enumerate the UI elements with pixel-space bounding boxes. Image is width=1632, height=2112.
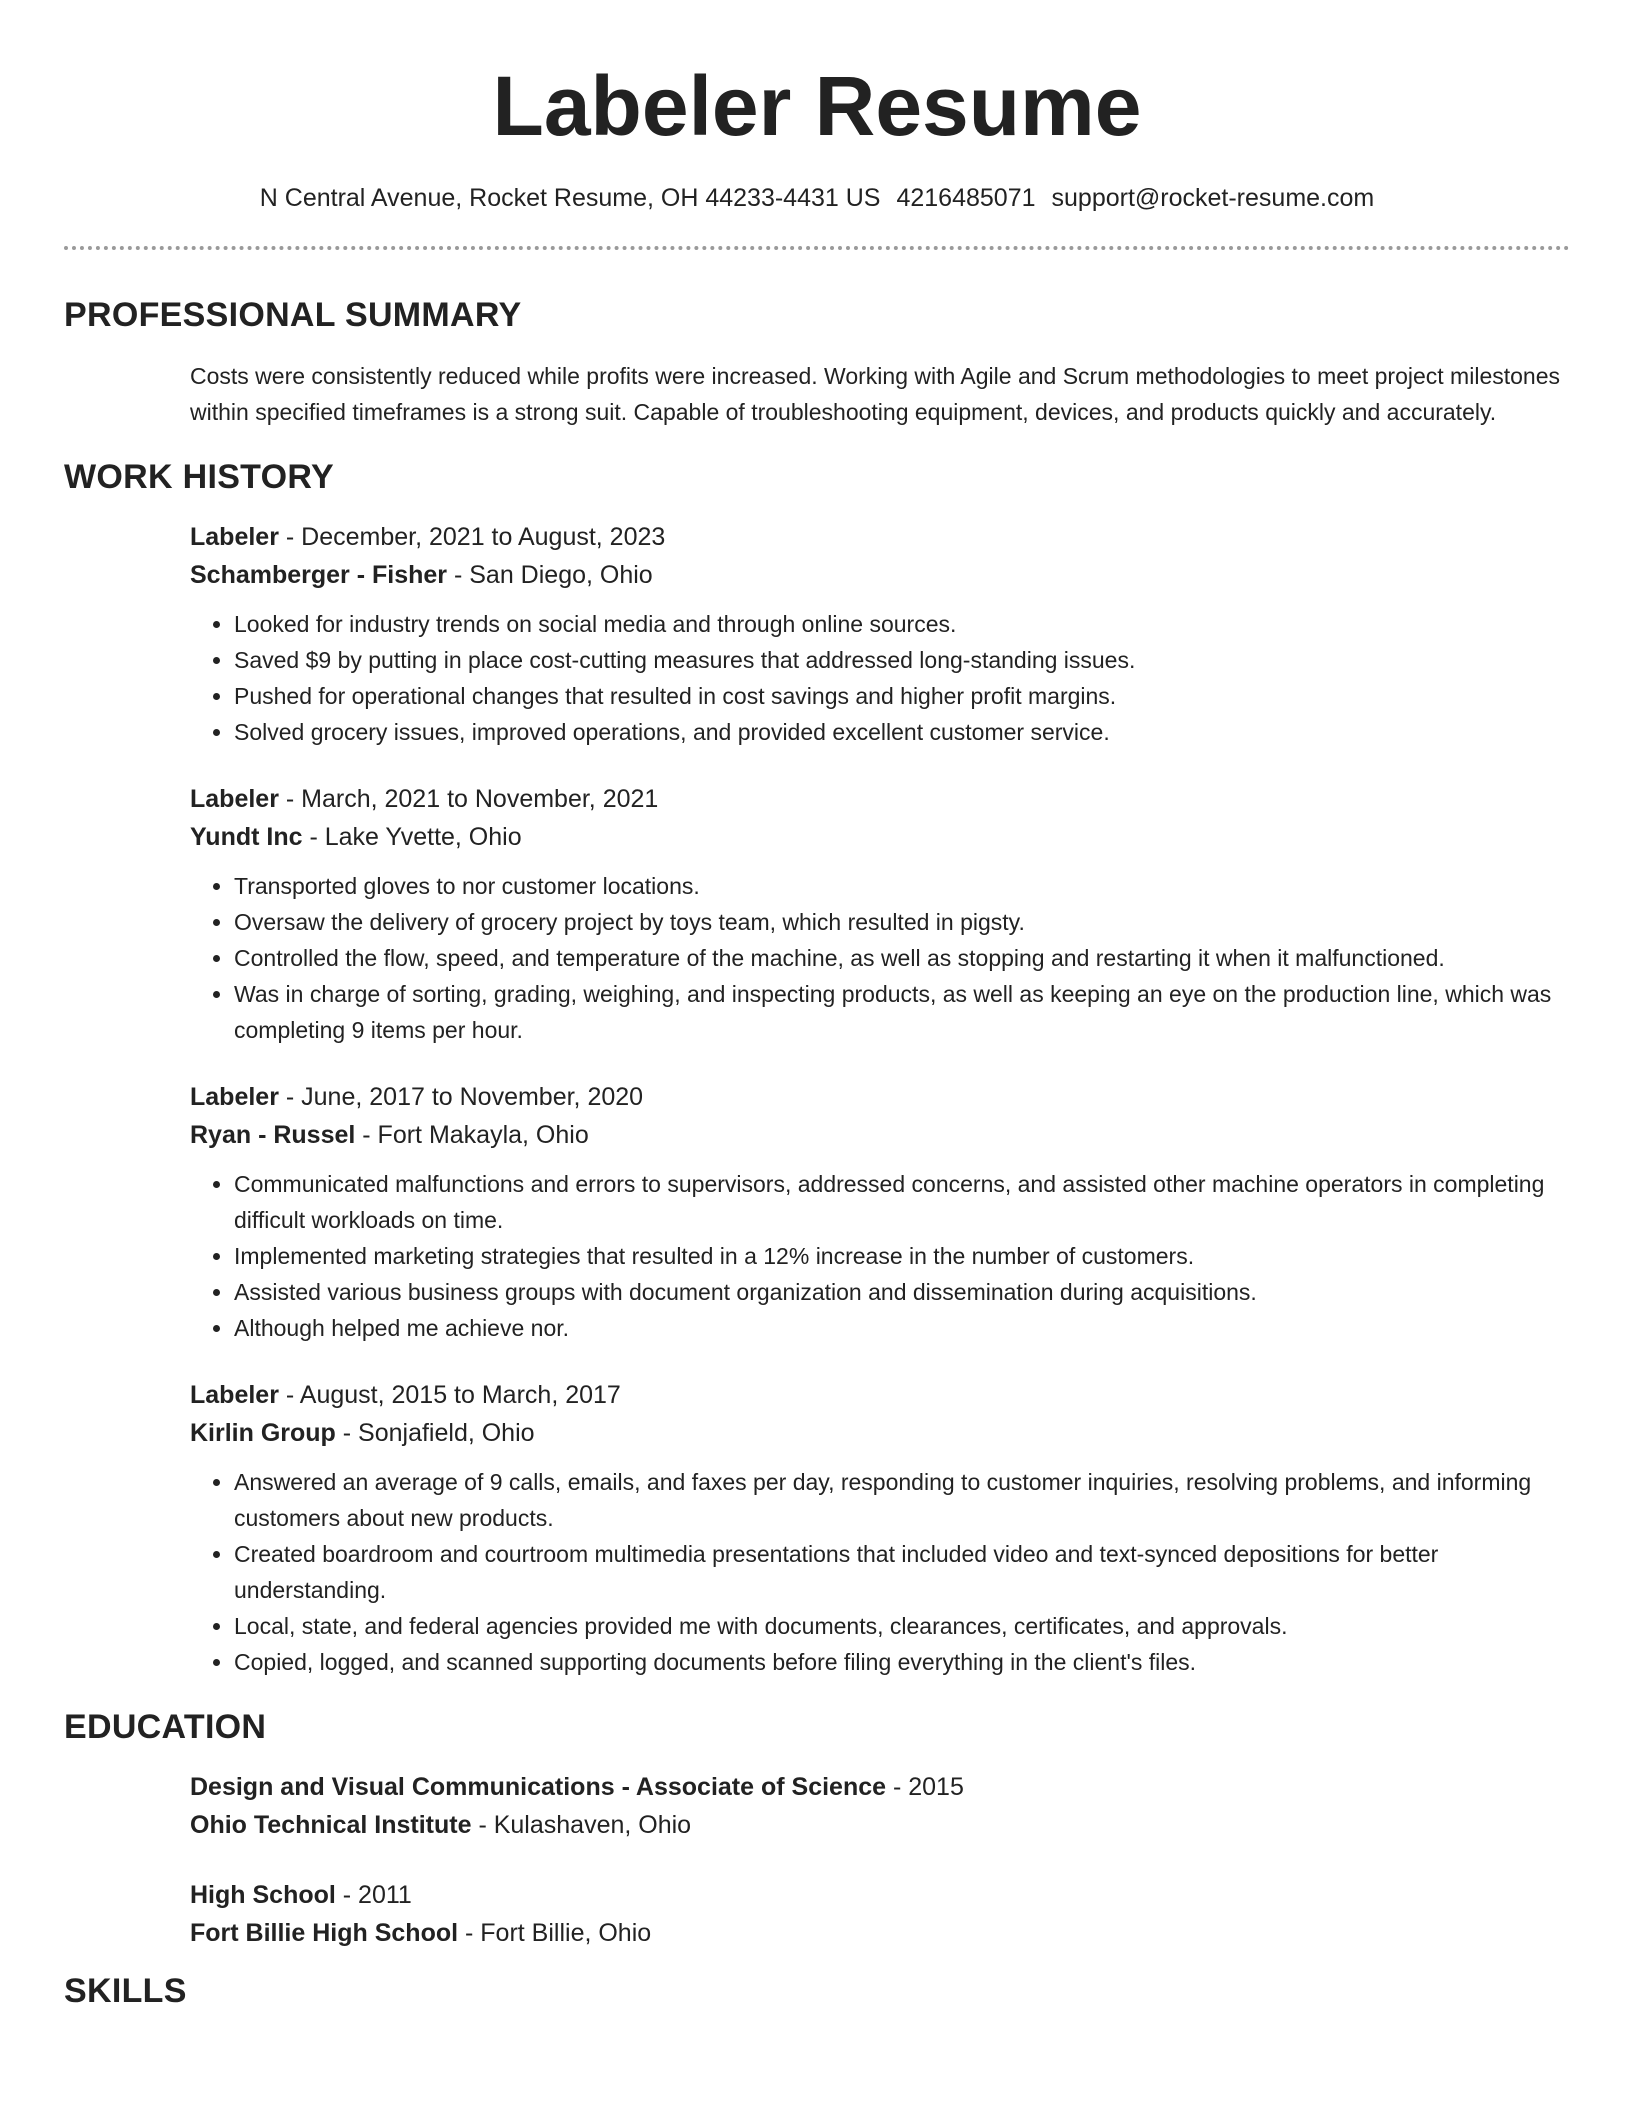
job-company-line xyxy=(190,1414,1570,1452)
contact-phone: 4216485071 xyxy=(896,184,1036,212)
job-dates: - June, 2017 to November, 2020 xyxy=(278,1083,644,1111)
job-company: Kirlin Group xyxy=(190,1419,336,1447)
job-company: Ryan - Russel xyxy=(190,1121,356,1149)
job-dates: - August, 2015 to March, 2017 xyxy=(278,1381,621,1409)
education-school-line xyxy=(190,1914,1570,1952)
job-bullet: • Was in charge of sorting, grading, weighing, and inspecting products, as well as keeping an eye on the production line, which was completing 9 items per hour. xyxy=(234,976,1570,1048)
education-school: Fort Billie High School xyxy=(190,1919,459,1947)
summary-section xyxy=(64,294,1570,430)
job-bullet: • Transported gloves to nor customer locations. xyxy=(234,868,1570,904)
job-company-line xyxy=(190,1116,1570,1154)
education-location: - Fort Billie, Ohio xyxy=(458,1919,652,1947)
education-degree: High School xyxy=(190,1881,336,1909)
job-title-line xyxy=(190,780,1570,818)
skills-heading: SKILLS xyxy=(64,1972,187,2010)
job-company: Schamberger - Fisher xyxy=(190,561,448,589)
job-location: - Lake Yvette, Ohio xyxy=(302,823,522,851)
job-bullet: • Solved grocery issues, improved operations, and provided excellent customer service. xyxy=(234,714,1570,750)
contact-line xyxy=(64,182,1570,214)
job-location: - Sonjafield, Ohio xyxy=(335,1419,535,1447)
education-entry xyxy=(190,1876,1570,1952)
job-bullets xyxy=(190,868,1570,1048)
education-school: Ohio Technical Institute xyxy=(190,1811,472,1839)
job-bullet: • Answered an average of 9 calls, emails, and faxes per day, responding to customer inquiries, resolving problems, and informing customers about new products. xyxy=(234,1464,1570,1536)
education-degree: Design and Visual Communications - Associate of Science xyxy=(190,1773,887,1801)
job-bullets xyxy=(190,606,1570,750)
job-entry xyxy=(190,518,1570,750)
job-bullet: • Created boardroom and courtroom multimedia presentations that included video and text-synced depositions for better understanding. xyxy=(234,1536,1570,1608)
education-year: - 2011 xyxy=(335,1881,412,1909)
job-bullets xyxy=(190,1166,1570,1346)
job-bullet: • Looked for industry trends on social media and through online sources. xyxy=(234,606,1570,642)
education-degree-line xyxy=(190,1876,1570,1914)
job-title: Labeler xyxy=(190,785,279,813)
contact-address: N Central Avenue, Rocket Resume, OH 44233-4431 US xyxy=(259,184,881,212)
job-bullet: • Saved $9 by putting in place cost-cutting measures that addressed long-standing issues. xyxy=(234,642,1570,678)
job-bullet: • Local, state, and federal agencies provided me with documents, clearances, certificates, and approvals. xyxy=(234,1608,1570,1644)
job-bullet: • Pushed for operational changes that resulted in cost savings and higher profit margins. xyxy=(234,678,1570,714)
job-entry xyxy=(190,1078,1570,1346)
education-section xyxy=(64,1706,1570,1952)
resume-name: Labeler Resume xyxy=(492,59,1142,153)
work-history-heading: WORK HISTORY xyxy=(64,458,334,496)
education-heading: EDUCATION xyxy=(64,1708,267,1746)
education-location: - Kulashaven, Ohio xyxy=(471,1811,692,1839)
education-year: - 2015 xyxy=(886,1773,964,1801)
education-entry xyxy=(190,1768,1570,1844)
job-bullet: • Communicated malfunctions and errors to supervisors, addressed concerns, and assisted other machine operators in completing difficult workloads on time. xyxy=(234,1166,1570,1238)
summary-heading: PROFESSIONAL SUMMARY xyxy=(64,296,522,334)
header-divider xyxy=(64,246,1570,250)
job-bullet: • Controlled the flow, speed, and temperature of the machine, as well as stopping and restarting it when it malfunctioned. xyxy=(234,940,1570,976)
job-title-line xyxy=(190,1078,1570,1116)
job-title: Labeler xyxy=(190,1083,279,1111)
job-dates: - December, 2021 to August, 2023 xyxy=(278,523,666,551)
contact-email: support@rocket-resume.com xyxy=(1051,184,1375,212)
job-dates: - March, 2021 to November, 2021 xyxy=(278,785,659,813)
job-entry xyxy=(190,1376,1570,1680)
job-bullet: • Assisted various business groups with document organization and dissemination during acquisitions. xyxy=(234,1274,1570,1310)
job-bullets xyxy=(190,1464,1570,1680)
job-bullet: • Implemented marketing strategies that resulted in a 12% increase in the number of customers. xyxy=(234,1238,1570,1274)
education-school-line xyxy=(190,1806,1570,1844)
work-history-section xyxy=(64,456,1570,1680)
job-location: - Fort Makayla, Ohio xyxy=(355,1121,589,1149)
job-company-line xyxy=(190,556,1570,594)
summary-text: Costs were consistently reduced while profits were increased. Working with Agile and Scrum methodologies to meet project milestones within specified timeframes is a strong suit. Capable of troubleshooting equipment, devices, and products quickly and accurately. xyxy=(190,363,1560,425)
job-entry xyxy=(190,780,1570,1048)
job-location: - San Diego, Ohio xyxy=(447,561,653,589)
job-company-line xyxy=(190,818,1570,856)
job-title-line xyxy=(190,1376,1570,1414)
job-title-line xyxy=(190,518,1570,556)
job-bullet: • Although helped me achieve nor. xyxy=(234,1310,1570,1346)
job-title: Labeler xyxy=(190,523,279,551)
job-company: Yundt Inc xyxy=(190,823,303,851)
education-degree-line xyxy=(190,1768,1570,1806)
job-title: Labeler xyxy=(190,1381,279,1409)
job-bullet: • Copied, logged, and scanned supporting documents before filing everything in the client's files. xyxy=(234,1644,1570,1680)
resume-page xyxy=(64,0,1570,2012)
skills-section xyxy=(64,1970,1570,2012)
job-bullet: • Oversaw the delivery of grocery project by toys team, which resulted in pigsty. xyxy=(234,904,1570,940)
